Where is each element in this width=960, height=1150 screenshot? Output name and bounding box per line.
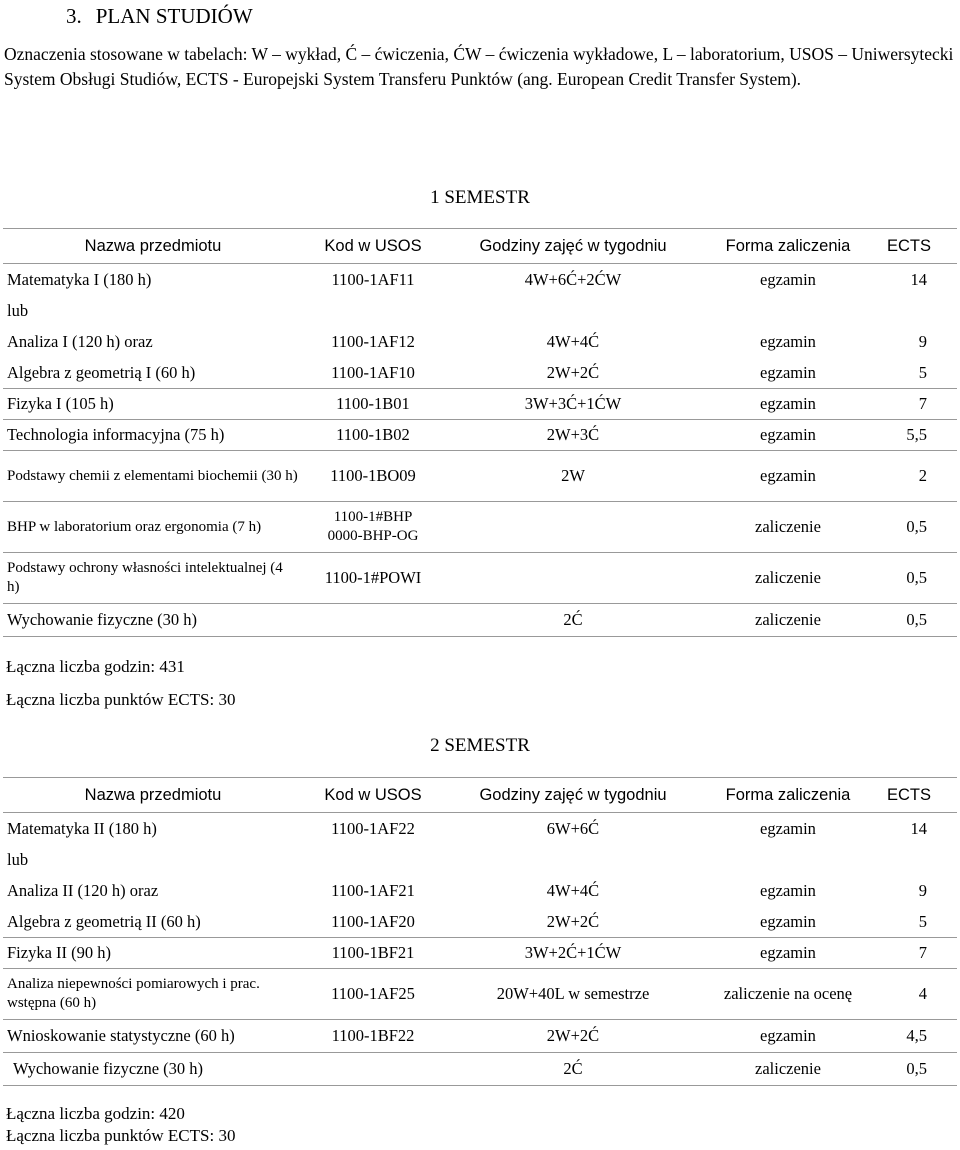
semester-2-total-ects <box>6 1126 235 1146</box>
course-hours: 2Ć <box>443 604 703 637</box>
course-ects: 2 <box>873 451 957 502</box>
table-row <box>3 420 957 451</box>
course-name: Fizyka II (90 h) <box>3 938 303 969</box>
semester-1-table <box>3 228 957 637</box>
table-row <box>3 502 957 553</box>
course-form: egzamin <box>760 270 816 289</box>
course-name: Podstawy ochrony własności intelektualnej (4 h) <box>3 553 303 604</box>
course-ects: 9 <box>918 881 927 900</box>
course-hours: 4W+4Ć <box>546 332 600 351</box>
course-ects: 4 <box>873 969 957 1020</box>
course-ects: 5,5 <box>873 420 957 451</box>
column-header-hours: Godziny zajęć w tygodniu <box>443 778 703 813</box>
course-hours: 3W+2Ć+1ĆW <box>443 938 703 969</box>
course-hours: 3W+3Ć+1ĆW <box>443 389 703 420</box>
course-code: 1100-1#BHP <box>333 509 413 525</box>
column-header-name: Nazwa przedmiotu <box>3 229 303 264</box>
course-form: egzamin <box>703 938 873 969</box>
course-ects: 14 <box>910 270 927 289</box>
total-ects-value: 30 <box>218 690 236 709</box>
column-header-code: Kod w USOS <box>303 778 443 813</box>
table-row <box>3 264 957 297</box>
total-hours-label: Łączna liczba godzin: <box>6 1104 160 1123</box>
course-form: egzamin <box>760 332 816 351</box>
total-hours-label: Łączna liczba godzin: <box>6 657 160 676</box>
course-ects: 0,5 <box>873 604 957 637</box>
course-name: Wychowanie fizyczne (30 h) <box>3 1053 303 1086</box>
course-ects: 0,5 <box>873 553 957 604</box>
total-hours-value: 431 <box>159 657 185 676</box>
course-ects: 14 <box>910 819 927 838</box>
total-hours-value: 420 <box>159 1104 185 1123</box>
course-code-secondary: 0000-BHP-OG <box>327 528 419 544</box>
course-hours: 2W <box>443 451 703 502</box>
course-form: egzamin <box>703 451 873 502</box>
course-form: zaliczenie <box>703 553 873 604</box>
course-hours: 2W+3Ć <box>443 420 703 451</box>
table-row <box>3 938 957 969</box>
course-name: lub <box>7 850 29 869</box>
column-header-name: Nazwa przedmiotu <box>3 778 303 813</box>
course-ects: 9 <box>918 332 927 351</box>
table-row <box>3 326 957 358</box>
course-ects: 7 <box>873 938 957 969</box>
table-row <box>3 296 957 326</box>
course-hours: 6W+6Ć <box>546 819 600 838</box>
course-ects: 0,5 <box>873 1053 957 1086</box>
course-form: zaliczenie <box>703 1053 873 1086</box>
course-form: zaliczenie <box>703 604 873 637</box>
semester-1-title: 1 SEMESTR <box>430 187 530 208</box>
total-ects-label: Łączna liczba punktów ECTS: <box>6 1126 219 1145</box>
semester-1-total-ects <box>6 690 235 710</box>
table-row <box>3 451 957 502</box>
course-ects: 0,5 <box>906 517 927 536</box>
course-name: Analiza II (120 h) oraz <box>7 881 159 900</box>
course-hours: 2W+2Ć <box>443 907 703 938</box>
section-heading <box>66 4 253 29</box>
semester-2-total-hours <box>6 1104 185 1124</box>
table-row <box>3 907 957 938</box>
course-code: 1100-1AF11 <box>331 270 415 289</box>
course-code: 1100-1#POWI <box>303 553 443 604</box>
table-row <box>3 553 957 604</box>
course-form: egzamin <box>703 907 873 938</box>
course-name: Matematyka I (180 h) <box>7 270 152 289</box>
column-header-ects: ECTS <box>873 229 957 264</box>
course-code: 1100-1AF21 <box>331 881 415 900</box>
column-header-form: Forma zaliczenia <box>703 229 873 264</box>
table-row <box>3 358 957 389</box>
course-form: zaliczenie <box>755 517 821 536</box>
course-code: 1100-1B02 <box>303 420 443 451</box>
section-number: 3. <box>66 4 82 28</box>
table-row <box>3 875 957 907</box>
semester-2-table <box>3 777 957 1086</box>
course-name: Podstawy chemii z elementami biochemii (30 h) <box>3 451 303 502</box>
course-code-cell <box>303 502 443 553</box>
column-header-ects: ECTS <box>873 778 957 813</box>
course-hours: 2W+2Ć <box>443 358 703 389</box>
course-name: BHP w laboratorium oraz ergonomia (7 h) <box>7 518 262 535</box>
course-name: Wychowanie fizyczne (30 h) <box>3 604 303 637</box>
table-header-row <box>3 229 957 264</box>
course-form: zaliczenie na ocenę <box>703 969 873 1020</box>
course-hours: 4W+6Ć+2ĆW <box>524 270 622 289</box>
table-row <box>3 845 957 875</box>
course-name: Technologia informacyjna (75 h) <box>3 420 303 451</box>
column-header-code: Kod w USOS <box>303 229 443 264</box>
course-hours <box>443 502 703 553</box>
course-name: Algebra z geometrią I (60 h) <box>3 358 303 389</box>
course-form: egzamin <box>703 358 873 389</box>
table-header-row <box>3 778 957 813</box>
course-code <box>303 1053 443 1086</box>
course-code: 1100-1AF10 <box>303 358 443 389</box>
course-ects: 5 <box>873 358 957 389</box>
table-row <box>3 969 957 1020</box>
column-header-form: Forma zaliczenia <box>703 778 873 813</box>
course-form: egzamin <box>760 819 816 838</box>
course-code: 1100-1BO09 <box>303 451 443 502</box>
course-name: Wnioskowanie statystyczne (60 h) <box>3 1020 303 1053</box>
course-hours <box>443 553 703 604</box>
semester-2-title: 2 SEMESTR <box>430 735 530 756</box>
course-hours: 2W+2Ć <box>443 1020 703 1053</box>
course-form: egzamin <box>703 1020 873 1053</box>
course-name: Fizyka I (105 h) <box>3 389 303 420</box>
course-code: 1100-1BF21 <box>303 938 443 969</box>
section-title: PLAN STUDIÓW <box>95 4 253 28</box>
course-name: Analiza I (120 h) oraz <box>7 332 153 351</box>
table-row <box>3 389 957 420</box>
course-name: Matematyka II (180 h) <box>7 819 157 838</box>
course-code: 1100-1AF20 <box>303 907 443 938</box>
course-form: egzamin <box>760 881 816 900</box>
course-name: Algebra z geometrią II (60 h) <box>3 907 303 938</box>
course-form: egzamin <box>703 389 873 420</box>
course-hours: 20W+40L w semestrze <box>443 969 703 1020</box>
course-name: lub <box>7 301 29 320</box>
table-row <box>3 1020 957 1053</box>
table-row <box>3 813 957 846</box>
course-code: 1100-1BF22 <box>303 1020 443 1053</box>
course-ects: 5 <box>873 907 957 938</box>
semester-1-total-hours <box>6 657 185 677</box>
course-ects: 7 <box>873 389 957 420</box>
course-code <box>303 604 443 637</box>
table-row <box>3 604 957 637</box>
course-code: 1100-1B01 <box>303 389 443 420</box>
total-ects-value: 30 <box>218 1126 236 1145</box>
total-ects-label: Łączna liczba punktów ECTS: <box>6 690 219 709</box>
course-hours: 4W+4Ć <box>546 881 600 900</box>
legend-paragraph: Oznaczenia stosowane w tabelach: W – wykład, Ć – ćwiczenia, ĆW – ćwiczenia wykładowe, L – laboratorium, USOS – Uniwersytecki System Obsługi Studiów, ECTS - Europejski System Transferu Punktów (ang. European Credit Transfer System). <box>4 44 954 89</box>
course-code: 1100-1AF12 <box>331 332 415 351</box>
course-code: 1100-1AF25 <box>303 969 443 1020</box>
course-name: Analiza niepewności pomiarowych i prac. wstępna (60 h) <box>3 969 303 1020</box>
column-header-hours: Godziny zajęć w tygodniu <box>443 229 703 264</box>
table-row <box>3 1053 957 1086</box>
course-code: 1100-1AF22 <box>331 819 415 838</box>
course-hours: 2Ć <box>443 1053 703 1086</box>
course-ects: 4,5 <box>873 1020 957 1053</box>
course-form: egzamin <box>703 420 873 451</box>
